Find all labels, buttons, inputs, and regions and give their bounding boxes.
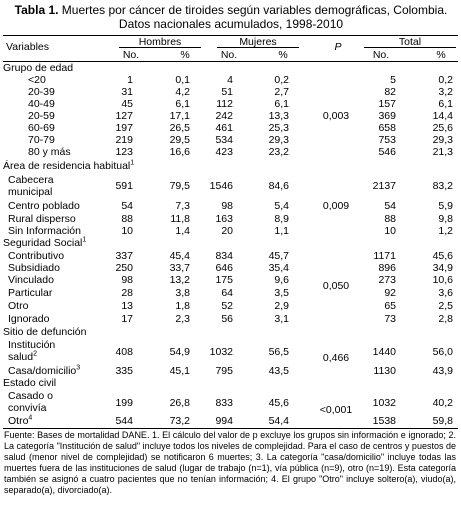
- header-mujeres: Mujeres: [239, 36, 277, 48]
- cell-h-no: 408: [115, 346, 133, 358]
- cell-h-pct: 1,8: [175, 300, 190, 312]
- cell-t-pct: 29,3: [432, 134, 453, 146]
- cell-h-no: 250: [115, 262, 133, 274]
- cell-h-no: 45: [121, 98, 133, 110]
- cell-t-no: 753: [378, 134, 396, 146]
- row-label: Contributivo: [8, 250, 65, 262]
- header-t-no: No.: [372, 49, 390, 61]
- cell-t-pct: 83,2: [432, 180, 453, 192]
- cell-m-pct: 5,4: [274, 200, 289, 212]
- row-label: 40-49: [28, 98, 55, 110]
- cell-t-no: 896: [378, 262, 396, 274]
- cell-t-no: 10: [384, 225, 396, 237]
- cell-t-no: 5: [390, 74, 396, 86]
- cell-t-pct: 14,4: [432, 110, 453, 122]
- cell-m-pct: 84,6: [268, 180, 289, 192]
- cell-m-no: 795: [215, 365, 233, 377]
- cell-h-no: 10: [121, 225, 133, 237]
- cell-t-no: 2137: [372, 180, 396, 192]
- row-label-line2: convivía: [8, 402, 47, 414]
- header-t-pct: %: [436, 49, 446, 61]
- section-title: [3, 160, 134, 172]
- cell-t-no: 88: [384, 213, 396, 225]
- cell-t-pct: 40,2: [432, 397, 453, 409]
- table-title: [6, 3, 456, 31]
- section-title: Grupo de edad: [3, 62, 74, 74]
- cell-t-no: 658: [378, 122, 396, 134]
- section-title-text: Seguridad Social: [3, 237, 83, 249]
- cell-h-pct: 79,5: [169, 180, 190, 192]
- cell-t-pct: 5,9: [438, 200, 453, 212]
- cell-m-no: 51: [221, 86, 233, 98]
- row-label: 20-39: [28, 86, 55, 98]
- cell-m-pct: 6,1: [274, 98, 289, 110]
- cell-h-no: 337: [115, 250, 133, 262]
- cell-t-pct: 2,8: [438, 313, 453, 325]
- cell-m-no: 646: [215, 262, 233, 274]
- cell-t-no: 1171: [373, 250, 396, 262]
- row-label: Subsidiado: [8, 262, 60, 274]
- cell-m-pct: 35,4: [268, 262, 289, 274]
- row-label: Otro: [8, 300, 29, 312]
- cell-t-no: 1440: [372, 346, 396, 358]
- table-footnote: Fuente: Bases de mortalidad DANE. 1. El cálculo del valor de p excluye los grupos sin información e ignorado; 2. La categoría "Institución de salud" incluye todos los niveles de complejidad. Para el caso de centros y puestos de salud (menor nivel de complejidad) se notificaron 6 muertes; 3. La categoría "casa/domicilio" incluye todas las muertes fuera de las instituciones de salud (lugar de trabajo (n=1), vía pública (n=9), otro (n=19). Esta categoría también se asignó a cuatro pacientes que no tenían información; 4. El grupo "Otro" incluye soltero(a), viudo(a), separado(a), divorciado(a).: [4, 430, 456, 495]
- cell-m-pct: 2,7: [274, 86, 289, 98]
- bottom-rule: [3, 428, 458, 429]
- cell-h-no: 197: [115, 122, 133, 134]
- cell-m-no: 534: [215, 134, 233, 146]
- cell-h-pct: 26,8: [169, 397, 190, 409]
- cell-m-no: 175: [215, 274, 233, 286]
- cell-t-pct: 0,2: [438, 74, 453, 86]
- cell-t-no: 157: [378, 98, 396, 110]
- row-label-line2-text: salud: [8, 351, 34, 363]
- footnote-marker: 3: [76, 364, 81, 372]
- cell-h-pct: 13,2: [169, 274, 190, 286]
- row-label: 20-59: [28, 110, 55, 122]
- cell-h-pct: 4,2: [175, 86, 190, 98]
- cell-t-no: 54: [384, 200, 396, 212]
- cell-m-pct: 3,5: [274, 287, 289, 299]
- header-h-no: No.: [122, 49, 140, 61]
- cell-m-no: 64: [221, 287, 233, 299]
- cell-t-pct: 21,3: [432, 146, 453, 158]
- cell-t-no: 1032: [372, 397, 396, 409]
- row-label: 70-79: [28, 134, 55, 146]
- cell-h-no: 123: [115, 146, 133, 158]
- cell-h-no: 127: [115, 110, 133, 122]
- cell-t-pct: 3,2: [438, 86, 453, 98]
- cell-h-pct: 29,5: [169, 134, 190, 146]
- cell-t-no: 273: [378, 274, 396, 286]
- cell-t-pct: 9,8: [438, 213, 453, 225]
- cell-h-no: 54: [121, 200, 133, 212]
- row-label: Rural disperso: [8, 213, 76, 225]
- cell-h-pct: 6,1: [175, 98, 190, 110]
- row-label: Vinculado: [8, 274, 54, 286]
- cell-m-no: 461: [215, 122, 233, 134]
- cell-h-pct: 17,1: [169, 110, 190, 122]
- footnote-marker: 1: [82, 236, 87, 244]
- cell-t-no: 1130: [373, 365, 396, 377]
- row-label: Centro poblado: [8, 200, 80, 212]
- cell-t-no: 73: [384, 313, 396, 325]
- cell-h-no: 88: [121, 213, 133, 225]
- cell-m-no: 4: [227, 74, 233, 86]
- header-m-no: No.: [220, 49, 238, 61]
- cell-h-no: 31: [121, 86, 133, 98]
- cell-m-pct: 9,6: [274, 274, 289, 286]
- header-total: Total: [398, 36, 422, 48]
- cell-m-pct: 13,3: [268, 110, 289, 122]
- cell-t-pct: 43,9: [432, 365, 453, 377]
- cell-t-pct: 45,6: [432, 250, 453, 262]
- cell-m-no: 833: [215, 397, 233, 409]
- cell-m-pct: 56,5: [268, 346, 289, 358]
- cell-h-no: 17: [121, 313, 133, 325]
- cell-h-no: 28: [121, 287, 133, 299]
- cell-t-pct: 59,8: [432, 415, 453, 427]
- cell-h-no: 335: [115, 365, 133, 377]
- cell-m-pct: 54,4: [268, 415, 289, 427]
- cell-m-no: 112: [216, 98, 233, 110]
- cell-t-pct: 2,5: [438, 300, 453, 312]
- cell-h-pct: 45,1: [169, 365, 190, 377]
- row-label: Sin Información: [8, 225, 81, 237]
- row-label-line2: [8, 351, 37, 363]
- header-m-pct: %: [278, 49, 288, 61]
- footnote-marker: 2: [33, 350, 38, 358]
- cell-h-pct: 16,6: [169, 146, 190, 158]
- cell-m-pct: 2,9: [274, 300, 289, 312]
- section-title: Estado civil: [3, 377, 57, 389]
- cell-t-pct: 6,1: [438, 98, 453, 110]
- cell-t-no: 82: [384, 86, 396, 98]
- header-hombres: Hombres: [138, 36, 182, 48]
- row-label-line2: municipal: [8, 186, 53, 198]
- header-p: P: [334, 41, 342, 53]
- cell-m-pct: 3,1: [274, 313, 289, 325]
- header-variables: Variables: [6, 41, 49, 53]
- section-p-value: 0,003: [322, 110, 350, 122]
- cell-m-no: 994: [215, 415, 233, 427]
- cell-m-pct: 8,9: [274, 213, 289, 225]
- cell-t-pct: 56,0: [432, 346, 453, 358]
- cell-t-pct: 34,9: [432, 262, 453, 274]
- cell-m-pct: 45,7: [268, 250, 289, 262]
- cell-t-no: 369: [378, 110, 396, 122]
- cell-m-pct: 43,5: [268, 365, 289, 377]
- row-label: 80 y más: [28, 146, 71, 158]
- cell-h-no: 98: [121, 274, 133, 286]
- cell-m-no: 98: [221, 200, 233, 212]
- cell-m-no: 52: [221, 300, 233, 312]
- table-title-text: Muertes por cáncer de tiroides según variables demográficas, Colombia. Datos nacionales acumulados, 1998-2010: [58, 3, 448, 31]
- cell-h-pct: 11,8: [170, 213, 190, 225]
- cell-h-no: 199: [115, 397, 133, 409]
- footnote-marker: 4: [28, 414, 33, 422]
- row-label: 60-69: [28, 122, 55, 134]
- cell-h-pct: 33,7: [169, 262, 190, 274]
- section-p-value: 0,050: [322, 280, 350, 292]
- cell-m-no: 56: [221, 313, 233, 325]
- row-label: Cabecera: [8, 174, 54, 186]
- cell-t-pct: 25,6: [432, 122, 453, 134]
- cell-h-no: 1: [127, 74, 133, 86]
- cell-m-no: 1032: [209, 346, 233, 358]
- cell-h-pct: 45,4: [169, 250, 190, 262]
- footnote-marker: 1: [130, 159, 135, 167]
- section-title: [3, 237, 86, 249]
- cell-t-pct: 10,6: [432, 274, 453, 286]
- cell-h-pct: 7,3: [175, 200, 190, 212]
- row-label: Casado o: [8, 390, 53, 402]
- cell-m-no: 1546: [209, 180, 233, 192]
- table-title-label: Tabla 1.: [14, 3, 59, 17]
- cell-h-pct: 3,8: [175, 287, 190, 299]
- cell-m-pct: 1,1: [274, 225, 289, 237]
- cell-m-no: 834: [215, 250, 233, 262]
- section-p-value: <0,001: [319, 404, 353, 416]
- section-title-text: Área de residencia habitual: [3, 160, 131, 172]
- row-label: <20: [28, 74, 46, 86]
- row-label: [8, 415, 32, 427]
- cell-t-pct: 1,2: [438, 225, 453, 237]
- cell-m-pct: 45,6: [268, 397, 289, 409]
- cell-m-no: 163: [215, 213, 233, 225]
- row-label: Ignorado: [8, 313, 50, 325]
- cell-m-no: 423: [215, 146, 233, 158]
- cell-h-pct: 2,3: [175, 313, 190, 325]
- section-p-value: 0,009: [322, 200, 350, 212]
- cell-h-pct: 1,4: [175, 225, 190, 237]
- cell-h-no: 544: [115, 415, 133, 427]
- cell-t-no: 546: [378, 146, 396, 158]
- row-label-text: Otro: [8, 415, 29, 427]
- cell-t-pct: 3,6: [438, 287, 453, 299]
- cell-m-pct: 29,3: [268, 134, 289, 146]
- cell-t-no: 92: [384, 287, 396, 299]
- row-label-text: Casa/domicilio: [8, 365, 77, 377]
- cell-h-pct: 26,5: [169, 122, 190, 134]
- cell-t-no: 65: [384, 300, 396, 312]
- cell-m-no: 20: [221, 225, 233, 237]
- row-label: [8, 365, 80, 377]
- header-h-pct: %: [180, 49, 190, 61]
- row-label: Particular: [8, 287, 53, 299]
- cell-h-no: 219: [115, 134, 133, 146]
- cell-m-pct: 25,3: [268, 122, 289, 134]
- cell-h-pct: 0,1: [175, 74, 190, 86]
- cell-m-no: 242: [215, 110, 233, 122]
- cell-h-no: 591: [115, 180, 133, 192]
- section-p-value: 0,466: [322, 352, 350, 364]
- cell-m-pct: 23,2: [268, 146, 289, 158]
- row-label: Institución: [8, 339, 56, 351]
- section-title: Sitio de defunción: [3, 326, 87, 338]
- cell-t-no: 1538: [372, 415, 396, 427]
- cell-h-no: 13: [121, 300, 133, 312]
- cell-m-pct: 0,2: [274, 74, 289, 86]
- cell-h-pct: 73,2: [169, 415, 190, 427]
- cell-h-pct: 54,9: [169, 346, 190, 358]
